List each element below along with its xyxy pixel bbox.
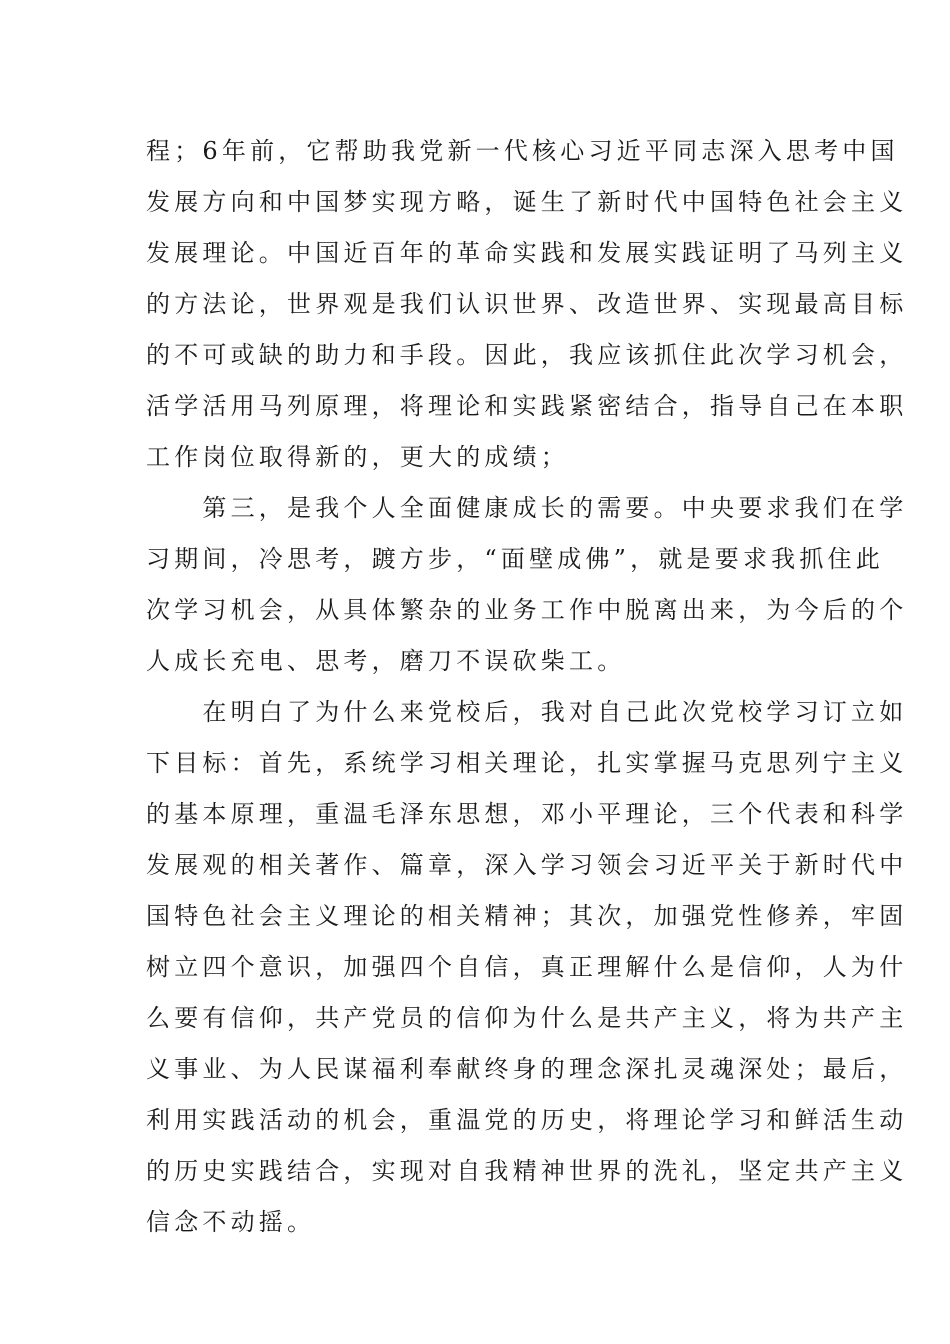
document-body — [146, 126, 908, 1248]
text-line: 信念不动摇。 — [146, 1208, 316, 1236]
text-line: 程；6年前，它帮助我党新一代核心习近平同志深入思考中国 — [146, 137, 899, 165]
text-line: 活学活用马列原理，将理论和实践紧密结合，指导自己在本职 — [146, 392, 908, 420]
text-line: 义事业、为人民谋福利奉献终身的理念深扎灵魂深处；最后， — [146, 1055, 908, 1083]
text-line: 发展观的相关著作、篇章，深入学习领会习近平关于新时代中 — [146, 851, 908, 879]
text-line: 的方法论，世界观是我们认识世界、改造世界、实现最高目标 — [146, 290, 908, 318]
text-line: 人成长充电、思考，磨刀不误砍柴工。 — [146, 647, 626, 675]
text-line: 么要有信仰，共产党员的信仰为什么是共产主义，将为共产主 — [146, 1004, 908, 1032]
text-line: 的历史实践结合，实现对自我精神世界的洗礼，坚定共产主义 — [146, 1157, 908, 1185]
text-line: 树立四个意识，加强四个自信，真正理解什么是信仰，人为什 — [146, 953, 908, 981]
paragraph-third-point — [146, 483, 908, 687]
text-line: 国特色社会主义理论的相关精神；其次，加强党性修养，牢固 — [146, 902, 908, 930]
text-line: 下目标：首先，系统学习相关理论，扎实掌握马克思列宁主义 — [146, 749, 908, 777]
text-line: 的基本原理，重温毛泽东思想，邓小平理论，三个代表和科学 — [146, 800, 908, 828]
text-line: 发展理论。中国近百年的革命实践和发展实践证明了马列主义 — [146, 239, 908, 267]
text-line: 在明白了为什么来党校后，我对自己此次党校学习订立如 — [146, 698, 908, 726]
text-line: 次学习机会，从具体繁杂的业务工作中脱离出来，为今后的个 — [146, 596, 908, 624]
paragraph-goals — [146, 687, 908, 1248]
text-line: 工作岗位取得新的，更大的成绩； — [146, 443, 569, 471]
text-line: 习期间，冷思考，踱方步，“面壁成佛”，就是要求我抓住此 — [146, 545, 884, 573]
text-line: 的不可或缺的助力和手段。因此，我应该抓住此次学习机会， — [146, 341, 908, 369]
text-line: 发展方向和中国梦实现方略，诞生了新时代中国特色社会主义 — [146, 188, 908, 216]
text-line: 第三，是我个人全面健康成长的需要。中央要求我们在学 — [146, 494, 908, 522]
paragraph-continuation — [146, 126, 908, 483]
text-line: 利用实践活动的机会，重温党的历史，将理论学习和鲜活生动 — [146, 1106, 908, 1134]
